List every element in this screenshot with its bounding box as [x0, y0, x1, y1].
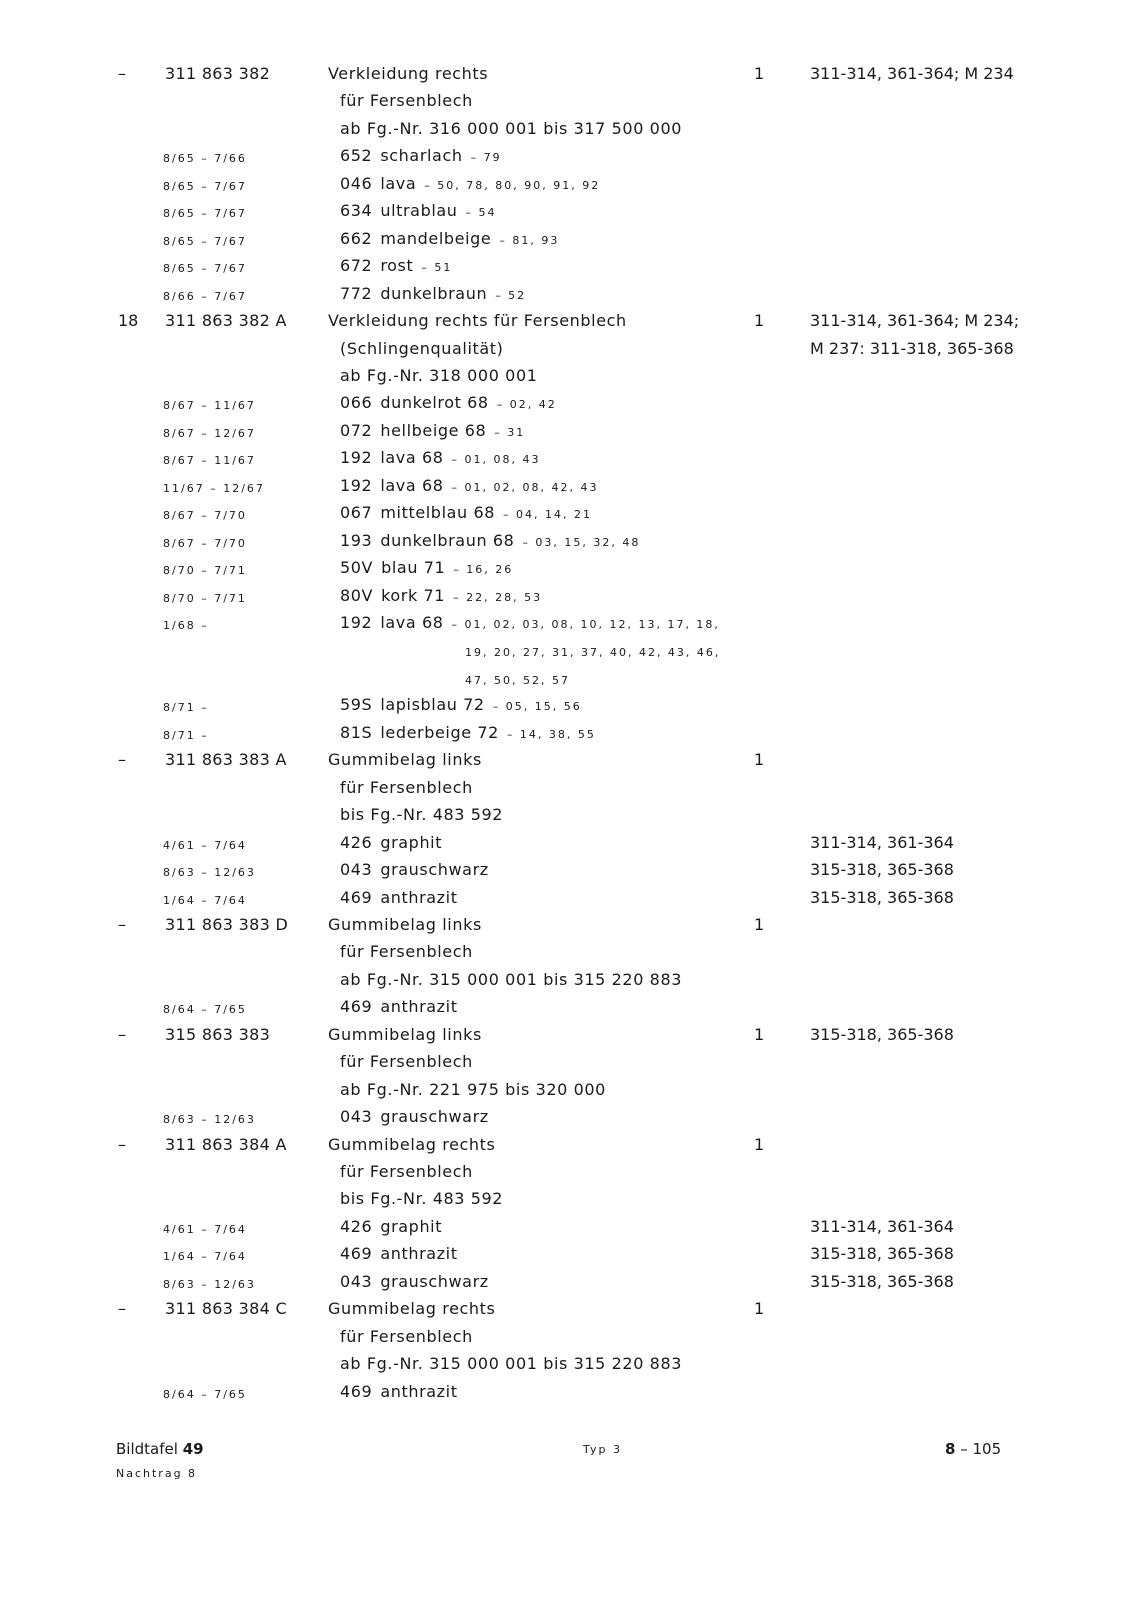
model-applicability: 311-314, 361-364; M 234; — [810, 311, 1020, 331]
part-description: Gummibelag links — [328, 914, 482, 934]
part-number: 311 863 383 D — [165, 914, 289, 934]
table-row — [0, 860, 1137, 887]
part-description: Gummibelag rechts — [328, 1134, 496, 1154]
vehicle-color-numbers: – 50, 78, 80, 90, 91, 92 — [424, 178, 601, 192]
color-code: 672 — [340, 256, 373, 276]
color-variant — [340, 531, 640, 553]
color-name: anthrazit — [380, 1381, 458, 1401]
color-variant — [340, 476, 598, 498]
table-row — [0, 476, 1137, 503]
color-name: lava 68 — [380, 448, 444, 468]
page-separator: – — [960, 1440, 968, 1458]
part-description: Verkleidung rechts für Fersenblech — [328, 311, 627, 331]
table-row — [0, 91, 1137, 118]
part-description: bis Fg.-Nr. 483 592 — [340, 1189, 504, 1209]
date-range: 8/63 – 12/63 — [163, 1113, 256, 1127]
quantity: 1 — [754, 914, 765, 934]
table-row — [0, 119, 1137, 146]
table-row — [0, 613, 1137, 640]
position-number: – — [118, 750, 126, 770]
color-code: 426 — [340, 832, 373, 852]
color-code: 59S — [340, 695, 373, 715]
color-variant — [340, 586, 542, 608]
color-name: lapisblau 72 — [380, 695, 485, 715]
part-number: 311 863 382 A — [165, 311, 287, 331]
table-row — [0, 284, 1137, 311]
date-range: 8/71 – — [163, 701, 209, 715]
part-description: für Fersenblech — [340, 777, 473, 797]
part-description: Gummibelag links — [328, 1024, 482, 1044]
table-row — [0, 366, 1137, 393]
table-row — [0, 1080, 1137, 1107]
color-variant — [340, 448, 541, 470]
part-number: 315 863 383 — [165, 1024, 271, 1044]
color-name: lederbeige 72 — [380, 722, 499, 742]
date-range: 8/63 – 12/63 — [163, 866, 256, 880]
quantity: 1 — [754, 311, 765, 331]
vehicle-color-numbers: – 01, 02, 08, 42, 43 — [451, 480, 599, 494]
color-code: 81S — [340, 722, 373, 742]
color-code: 192 — [340, 448, 373, 468]
date-range: 8/65 – 7/67 — [163, 234, 247, 248]
date-range: 8/65 – 7/67 — [163, 207, 247, 221]
color-name: dunkelbraun — [380, 283, 488, 303]
color-name: lava — [380, 173, 417, 193]
vehicle-color-numbers: – 03, 15, 32, 48 — [522, 535, 641, 549]
date-range: 11/67 – 12/67 — [163, 481, 265, 495]
vehicle-color-numbers: – 14, 38, 55 — [506, 727, 596, 741]
color-code: 469 — [340, 1244, 373, 1264]
part-description: ab Fg.-Nr. 318 000 001 — [340, 365, 538, 385]
color-variant — [340, 723, 596, 745]
vehicle-color-numbers: – 22, 28, 53 — [453, 590, 543, 604]
color-name: dunkelrot 68 — [380, 393, 489, 413]
table-row — [0, 448, 1137, 475]
part-description: für Fersenblech — [340, 942, 473, 962]
color-name: grauschwarz — [380, 1107, 489, 1127]
table-row — [0, 888, 1137, 915]
table-row — [0, 1025, 1137, 1052]
model-applicability: 315-318, 365-368 — [810, 1024, 954, 1044]
color-name: graphit — [380, 832, 443, 852]
color-name: grauschwarz — [380, 860, 489, 880]
table-row — [0, 229, 1137, 256]
color-name: anthrazit — [380, 997, 458, 1017]
table-row — [0, 174, 1137, 201]
page-num: 105 — [972, 1440, 1002, 1458]
color-name: blau 71 — [381, 558, 446, 578]
part-description: für Fersenblech — [340, 91, 473, 111]
color-name: grauschwarz — [380, 1271, 489, 1291]
color-codes-continued: 19, 20, 27, 31, 37, 40, 42, 43, 46, — [465, 646, 721, 660]
color-variant — [340, 256, 452, 278]
color-name: rost — [380, 256, 414, 276]
date-range: 8/64 – 7/65 — [163, 1387, 247, 1401]
color-variant — [340, 393, 557, 415]
date-range: 1/64 – 7/64 — [163, 1250, 247, 1264]
table-row — [0, 1217, 1137, 1244]
bildtafel-label: Bildtafel — [116, 1440, 178, 1458]
color-name: mandelbeige — [380, 228, 492, 248]
part-description: bis Fg.-Nr. 483 592 — [340, 805, 504, 825]
color-name: hellbeige 68 — [380, 420, 487, 440]
color-code: 469 — [340, 887, 373, 907]
color-variant — [340, 860, 489, 880]
model-applicability: 311-314, 361-364 — [810, 832, 954, 852]
table-row — [0, 503, 1137, 530]
date-range: 8/67 – 7/70 — [163, 509, 247, 523]
footer-nachtrag: Nachtrag 8 — [116, 1467, 198, 1480]
color-codes-continued: 47, 50, 52, 57 — [465, 673, 570, 687]
table-row — [0, 64, 1137, 91]
date-range: 8/67 – 11/67 — [163, 454, 256, 468]
vehicle-color-numbers: – 31 — [494, 425, 526, 439]
color-code: 043 — [340, 1271, 373, 1291]
table-row — [0, 201, 1137, 228]
color-variant — [340, 229, 559, 251]
part-description: für Fersenblech — [340, 1052, 473, 1072]
vehicle-color-numbers: – 16, 26 — [453, 563, 514, 577]
color-code: 652 — [340, 146, 373, 166]
date-range: 8/65 – 7/67 — [163, 262, 247, 276]
date-range: 1/68 – — [163, 619, 209, 632]
table-row — [0, 997, 1137, 1024]
part-number: 311 863 384 A — [165, 1134, 287, 1154]
table-row — [0, 586, 1137, 613]
table-row — [0, 1052, 1137, 1079]
table-row — [0, 1244, 1137, 1271]
date-range: 8/66 – 7/67 — [163, 289, 247, 303]
color-code: 192 — [340, 475, 373, 495]
table-row — [0, 1272, 1137, 1299]
page-section: 8 — [945, 1440, 956, 1458]
position-number: – — [118, 1134, 126, 1154]
table-row — [0, 723, 1137, 750]
table-row — [0, 970, 1137, 997]
vehicle-color-numbers: – 01, 08, 43 — [451, 453, 541, 467]
table-row — [0, 750, 1137, 777]
position-number: – — [118, 64, 126, 83]
color-variant — [340, 146, 502, 168]
date-range: 8/63 – 12/63 — [163, 1277, 256, 1291]
table-row — [0, 1107, 1137, 1134]
table-row — [0, 256, 1137, 283]
color-code: 426 — [340, 1216, 373, 1236]
vehicle-color-numbers: – 02, 42 — [496, 398, 557, 412]
color-variant — [340, 201, 497, 223]
part-description: ab Fg.-Nr. 316 000 001 bis 317 500 000 — [340, 118, 683, 138]
table-row — [0, 942, 1137, 969]
date-range: 8/70 – 7/71 — [163, 564, 247, 578]
color-code: 043 — [340, 1107, 373, 1127]
vehicle-color-numbers: – 79 — [470, 151, 502, 165]
color-code: 066 — [340, 393, 373, 413]
part-description: Gummibelag rechts — [328, 1299, 496, 1319]
color-variant — [340, 888, 458, 908]
color-variant — [340, 174, 600, 196]
color-code: 662 — [340, 228, 373, 248]
model-applicability: M 237: 311-318, 365-368 — [810, 338, 1014, 358]
position-number: – — [118, 1024, 126, 1044]
table-row — [0, 393, 1137, 420]
color-code: 043 — [340, 860, 373, 880]
table-row — [0, 1327, 1137, 1354]
part-number: 311 863 382 — [165, 64, 271, 83]
color-variant — [340, 421, 525, 443]
model-applicability: 315-318, 365-368 — [810, 1271, 954, 1291]
date-range: 8/71 – — [163, 728, 209, 742]
quantity: 1 — [754, 1299, 765, 1319]
color-code: 80V — [340, 585, 374, 605]
color-name: lava 68 — [380, 613, 444, 632]
color-variant — [340, 1382, 458, 1402]
table-row — [0, 311, 1137, 338]
quantity: 1 — [754, 750, 765, 770]
model-applicability: 315-318, 365-368 — [810, 887, 954, 907]
table-row — [0, 421, 1137, 448]
table-row — [0, 1382, 1137, 1409]
table-row — [0, 668, 1137, 695]
date-range: 1/64 – 7/64 — [163, 893, 247, 907]
table-row — [0, 778, 1137, 805]
part-description: für Fersenblech — [340, 1326, 473, 1346]
color-code: 469 — [340, 997, 373, 1017]
color-name: anthrazit — [380, 1244, 458, 1264]
date-range: 4/61 – 7/64 — [163, 1222, 247, 1236]
table-row — [0, 833, 1137, 860]
color-code: 193 — [340, 530, 373, 550]
vehicle-color-numbers: – 01, 02, 03, 08, 10, 12, 13, 17, 18, — [451, 618, 720, 631]
table-row — [0, 531, 1137, 558]
quantity: 1 — [754, 64, 765, 83]
color-code: 50V — [340, 558, 374, 578]
color-code: 046 — [340, 173, 373, 193]
color-variant — [340, 613, 720, 635]
part-description: Gummibelag links — [328, 750, 482, 770]
model-applicability: 315-318, 365-368 — [810, 1244, 954, 1264]
color-variant — [340, 1244, 458, 1264]
vehicle-color-numbers: – 81, 93 — [499, 233, 560, 247]
color-name: kork 71 — [381, 585, 446, 605]
footer-bildtafel — [116, 1440, 204, 1458]
color-name: anthrazit — [380, 887, 458, 907]
part-description: (Schlingenqualität) — [340, 338, 504, 358]
date-range: 8/67 – 7/70 — [163, 536, 247, 550]
color-code: 772 — [340, 283, 373, 303]
table-row — [0, 1162, 1137, 1189]
footer-page-number — [945, 1440, 1001, 1458]
vehicle-color-numbers: – 05, 15, 56 — [492, 700, 582, 714]
color-name: graphit — [380, 1216, 443, 1236]
footer-typ: Typ 3 — [583, 1443, 622, 1456]
color-variant — [340, 284, 526, 306]
table-row — [0, 558, 1137, 585]
color-variant — [340, 503, 592, 525]
date-range: 8/70 – 7/71 — [163, 591, 247, 605]
position-number: – — [118, 914, 126, 934]
vehicle-color-numbers: – 54 — [465, 206, 497, 220]
table-row — [0, 915, 1137, 942]
model-applicability: 311-314, 361-364 — [810, 1216, 954, 1236]
color-variant — [340, 1217, 442, 1237]
date-range: 8/65 – 7/67 — [163, 179, 247, 193]
position-number: – — [118, 1299, 126, 1319]
color-code: 067 — [340, 503, 373, 523]
table-row — [0, 640, 1137, 667]
part-description: ab Fg.-Nr. 221 975 bis 320 000 — [340, 1079, 606, 1099]
date-range: 4/61 – 7/64 — [163, 838, 247, 852]
model-applicability: 311-314, 361-364; M 234 — [810, 64, 1014, 83]
color-variant — [340, 1272, 489, 1292]
vehicle-color-numbers: – 52 — [495, 288, 527, 302]
table-row — [0, 805, 1137, 832]
table-row — [0, 1135, 1137, 1162]
part-number: 311 863 383 A — [165, 750, 287, 770]
color-code: 634 — [340, 201, 373, 221]
color-variant — [340, 997, 458, 1017]
position-number: 18 — [118, 311, 139, 331]
part-description: für Fersenblech — [340, 1162, 473, 1181]
date-range: 8/65 – 7/66 — [163, 152, 247, 166]
color-name: dunkelbraun 68 — [380, 530, 515, 550]
color-name: lava 68 — [380, 475, 444, 495]
quantity: 1 — [754, 1134, 765, 1154]
date-range: 8/67 – 11/67 — [163, 399, 256, 413]
date-range: 8/64 – 7/65 — [163, 1003, 247, 1017]
table-row — [0, 1299, 1137, 1326]
table-row — [0, 1189, 1137, 1216]
vehicle-color-numbers: – 04, 14, 21 — [503, 508, 592, 522]
model-applicability: 315-318, 365-368 — [810, 860, 954, 880]
color-code: 469 — [340, 1381, 373, 1401]
color-variant — [340, 833, 442, 853]
color-name: ultrablau — [380, 201, 458, 221]
quantity: 1 — [754, 1024, 765, 1044]
color-variant — [340, 695, 582, 717]
table-row — [0, 695, 1137, 722]
part-number: 311 863 384 C — [165, 1299, 287, 1319]
color-name: mittelblau 68 — [380, 503, 496, 523]
part-description: ab Fg.-Nr. 315 000 001 bis 315 220 883 — [340, 969, 683, 989]
vehicle-color-numbers: – 51 — [421, 261, 453, 275]
color-variant — [340, 558, 513, 580]
table-row — [0, 339, 1137, 366]
part-description: Verkleidung rechts — [328, 64, 489, 83]
date-range: 8/67 – 12/67 — [163, 426, 256, 440]
part-description: ab Fg.-Nr. 315 000 001 bis 315 220 883 — [340, 1354, 683, 1374]
table-row — [0, 1354, 1137, 1381]
color-variant — [340, 1107, 489, 1127]
color-name: scharlach — [380, 146, 463, 166]
table-row — [0, 146, 1137, 173]
bildtafel-number: 49 — [182, 1440, 204, 1458]
color-code: 072 — [340, 420, 373, 440]
color-code: 192 — [340, 613, 373, 632]
